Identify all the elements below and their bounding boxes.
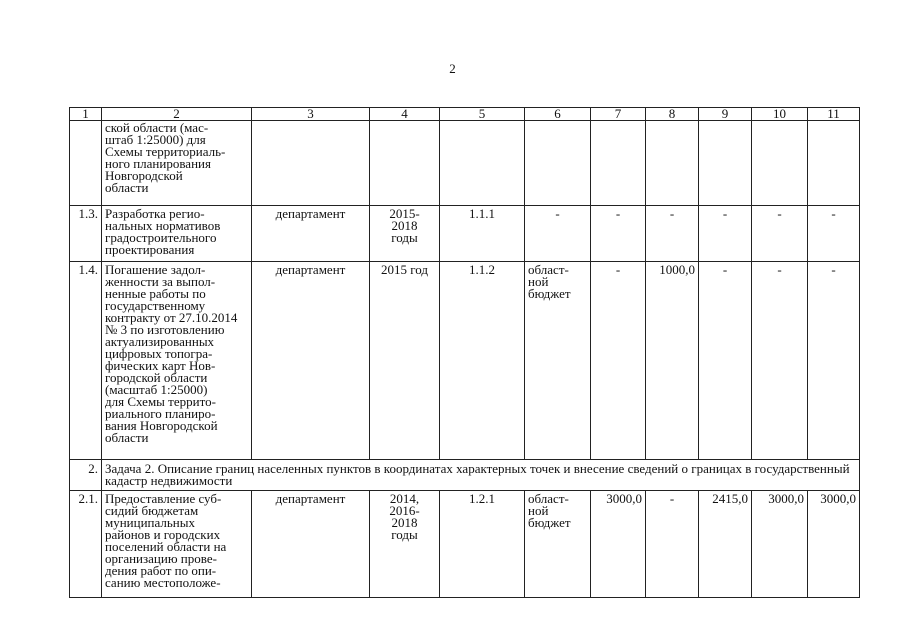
amount-cell: [752, 121, 808, 206]
column-header: 11: [808, 108, 860, 121]
column-header: 2: [102, 108, 252, 121]
program-activities-table: [69, 107, 860, 598]
row-id: 1.3.: [70, 206, 102, 262]
target-indicator: 1.1.1: [440, 206, 525, 262]
column-header: 7: [591, 108, 646, 121]
table-row: [70, 491, 860, 598]
amount-cell: 2415,0: [699, 491, 752, 598]
period: [370, 121, 440, 206]
amount-cell: -: [646, 491, 699, 598]
amount-cell: [699, 121, 752, 206]
amount-cell: [808, 121, 860, 206]
column-header: 9: [699, 108, 752, 121]
executor: департамент: [252, 262, 370, 460]
amount-cell: [646, 121, 699, 206]
amount-cell: 3000,0: [591, 491, 646, 598]
target-indicator: 1.2.1: [440, 491, 525, 598]
target-indicator: [440, 121, 525, 206]
target-indicator: 1.1.2: [440, 262, 525, 460]
column-header: 3: [252, 108, 370, 121]
table-row: [70, 206, 860, 262]
table-row: [70, 121, 860, 206]
funding-source: област- ной бюджет: [525, 262, 591, 460]
executor: департамент: [252, 491, 370, 598]
executor: департамент: [252, 206, 370, 262]
activity-name: ской области (мас- штаб 1:25000) для Схемы территориаль- ного планирования Новгородской области: [102, 121, 252, 206]
column-header: 5: [440, 108, 525, 121]
column-header: 8: [646, 108, 699, 121]
amount-cell: -: [646, 206, 699, 262]
amount-cell: -: [591, 262, 646, 460]
funding-source: -: [525, 206, 591, 262]
column-header: 6: [525, 108, 591, 121]
activity-name: Предоставление суб- сидий бюджетам муниципальных районов и городских поселений области на организацию прове- дения работ по опи- санию местоположе-: [102, 491, 252, 598]
amount-cell: 1000,0: [646, 262, 699, 460]
amount-cell: 3000,0: [752, 491, 808, 598]
amount-cell: -: [699, 206, 752, 262]
funding-source: област- ной бюджет: [525, 491, 591, 598]
activity-name: Погашение задол- женности за выпол- ненные работы по государственному контракту от 27.10.2014 № 3 по изготовлению актуализированных цифровых топогра- фических карт Нов- городской области (масштаб 1:25000) для Схемы террито- риального планиро- вания Новгородской области: [102, 262, 252, 460]
amount-cell: -: [808, 206, 860, 262]
period: 2015- 2018 годы: [370, 206, 440, 262]
task-description: Задача 2. Описание границ населенных пунктов в координатах характерных точек и внесение сведений о границах в государственный кадастр недвижимости: [102, 460, 860, 491]
column-number-row: [70, 108, 860, 121]
amount-cell: -: [752, 262, 808, 460]
executor: [252, 121, 370, 206]
activity-name: Разработка регио- нальных нормативов градостроительного проектирования: [102, 206, 252, 262]
amount-cell: [591, 121, 646, 206]
row-id: [70, 121, 102, 206]
row-id: 2.: [70, 460, 102, 491]
amount-cell: -: [752, 206, 808, 262]
funding-source: [525, 121, 591, 206]
amount-cell: 3000,0: [808, 491, 860, 598]
period: 2014, 2016- 2018 годы: [370, 491, 440, 598]
column-header: 10: [752, 108, 808, 121]
amount-cell: -: [699, 262, 752, 460]
row-id: 1.4.: [70, 262, 102, 460]
period: 2015 год: [370, 262, 440, 460]
page-number: 2: [449, 61, 456, 76]
amount-cell: -: [808, 262, 860, 460]
amount-cell: -: [591, 206, 646, 262]
column-header: 1: [70, 108, 102, 121]
task-row: [70, 460, 860, 491]
table-row: [70, 262, 860, 460]
row-id: 2.1.: [70, 491, 102, 598]
column-header: 4: [370, 108, 440, 121]
